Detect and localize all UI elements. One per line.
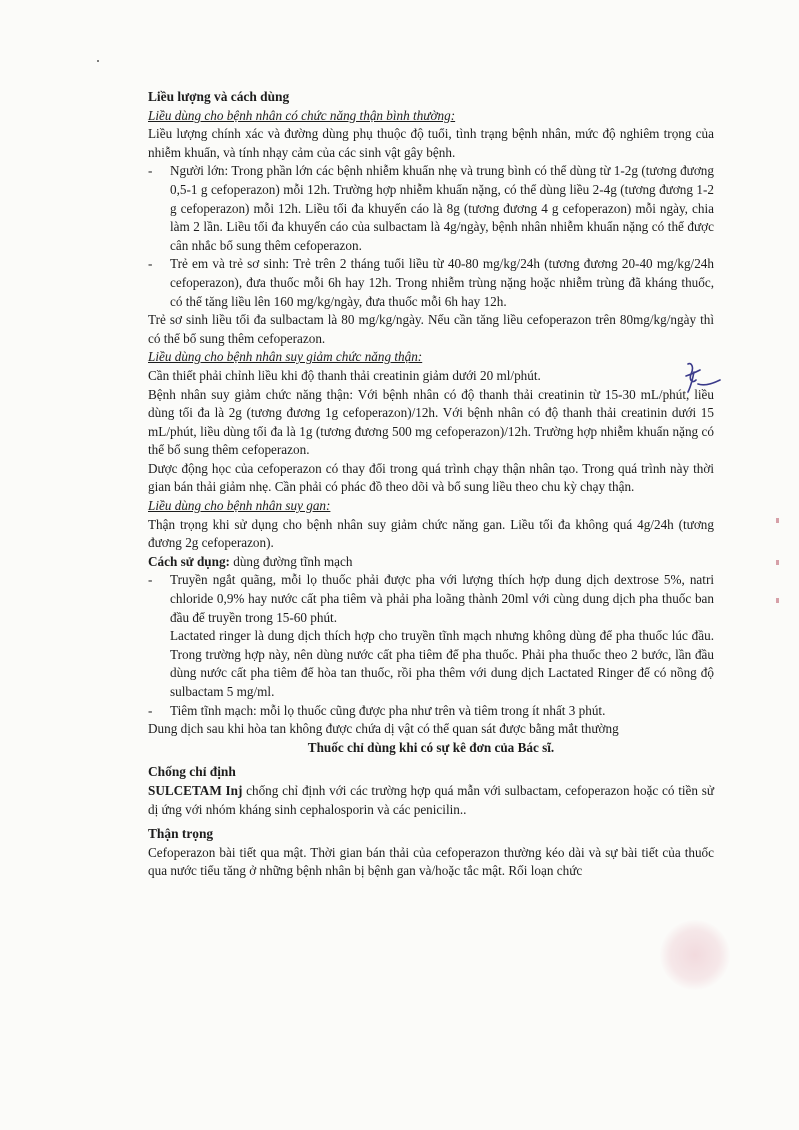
paragraph-intro: Liều lượng chính xác và đường dùng phụ thuộc độ tuổi, tình trạng bệnh nhân, mức độ nghiêm trọng của nhiễm khuẩn, và tính nhạy cảm của các sinh vật gây bệnh.: [148, 126, 714, 160]
subheading-renal: Liều dùng cho bệnh nhân suy giảm chức năng thận:: [148, 349, 423, 365]
paragraph-ringer: Lactated ringer là dung dịch thích hợp cho truyền tĩnh mạch nhưng không dùng để pha thuốc lúc đầu. Trong trường hợp này, nên dùng nước cất pha tiêm để pha thuốc. Phải pha thuốc theo 2 bước, lần đầu dùng nước cất pha tiêm để hòa tan thuốc, rồi pha thêm với dung dịch Lactated Ringer để có nồng độ sulbactam 5 mg/ml.: [170, 628, 714, 699]
bullet-infusion: [148, 571, 714, 627]
prescription-notice: Thuốc chỉ dùng khi có sự kê đơn của Bác sĩ.: [307, 739, 555, 755]
bullet-dash: -: [148, 702, 153, 718]
bullet-adult: [148, 162, 714, 255]
signature-mark: [680, 358, 724, 398]
paragraph-newborn: Trẻ sơ sinh liều tối đa sulbactam là 80 mg/kg/ngày. Nếu cần tăng liều cefoperazon trên 80mg/kg/ngày thì có thể bổ sung thêm cefoperazon.: [148, 312, 714, 346]
subheading-liver: Liều dùng cho bệnh nhân suy gan:: [148, 498, 331, 514]
brand-name: SULCETAM Inj: [148, 782, 243, 798]
bullet-dash: -: [148, 163, 153, 179]
contra-text: chống chỉ định với các trường hợp quá mẫn với sulbactam, cefoperazon hoặc có tiền sử dị ứng với nhóm kháng sinh cephalosporin và các penicilin..: [148, 782, 714, 817]
paragraph-liver: Thận trọng khi sử dụng cho bệnh nhân suy giảm chức năng gan. Liều tối đa không quá 4g/24h (tương đương 2g cefoperazon).: [148, 516, 714, 551]
bullet-adult-text: Người lớn: Trong phần lớn các bệnh nhiễm khuẩn nhẹ và trung bình có thể dùng từ 1-2g (tương đương 0,5-1 g cefoperazon) mỗi 12h. Trường hợp nhiễm khuẩn nặng, có thể dùng liều 2-4g (tương đương 1-2 g cefoperazon) mỗi 12h. Liều tối đa khuyến cáo là 8g (tương đương 4 g cefoperazon) mỗi ngày, chia làm 2 lần. Liều tối đa khuyến cáo của sulbactam là 4g/ngày, bệnh nhân nhiễm khuẩn nặng có thể được cân nhắc bổ sung thêm cefoperazon.: [170, 163, 714, 253]
bullet-injection-text: Tiêm tĩnh mạch: mỗi lọ thuốc cũng được pha như trên và tiêm trong ít nhất 3 phút.: [170, 702, 606, 718]
paragraph-usage: [148, 553, 714, 572]
subheading-normal-kidney: Liều dùng cho bệnh nhân có chức năng thận bình thường:: [148, 107, 456, 123]
edge-mark: [776, 598, 779, 603]
paragraph-solution: Dung dịch sau khi hòa tan không được chứa dị vật có thể quan sát được bằng mắt thường: [148, 721, 619, 737]
usage-label: Cách sử dụng:: [148, 553, 230, 569]
bullet-dash: -: [148, 572, 153, 588]
paragraph-renal-3: Dược động học của cefoperazon có thay đổi trong quá trình chạy thận nhân tạo. Trong quá trình này thời gian bán thải giảm nhẹ. Cần phải có phác đồ theo dõi và bổ sung liều theo chu kỳ chạy thận.: [148, 460, 714, 495]
section-title-dosage: Liều lượng và cách dùng: [148, 89, 290, 104]
speck: [97, 60, 99, 62]
section-title-caution: Thận trọng: [148, 826, 214, 842]
section-title-contraindications: Chống chỉ định: [148, 764, 236, 780]
paragraph-contraindications: [148, 782, 714, 819]
bullet-infusion-text: Truyền ngắt quãng, mỗi lọ thuốc phải được pha với lượng thích hợp dung dịch dextrose 5%, natri chloride 0,9% hay nước cất pha tiêm và phải pha loãng thành 20ml với cùng dung dịch pha thuốc ban đầu để truyền trong 15-60 phút.: [170, 572, 714, 625]
usage-text: dùng đường tĩnh mạch: [229, 553, 353, 569]
edge-mark: [776, 560, 779, 565]
bullet-injection: [148, 702, 714, 721]
bullet-dash: -: [148, 256, 153, 272]
paragraph-renal-2: Bệnh nhân suy giảm chức năng thận: Với bệnh nhân có độ thanh thải creatinin từ 15-30 mL/phút, liều dùng tối đa là 2g (tương đương 1g cefoperazon)/12h. Với bệnh nhân có độ thanh thải creatinin dưới 15 mL/phút, liều dùng tối đa là 1g (tương đương 500 mg cefoperazon)/12h. Trường hợp nhiễm khuẩn nặng có thể bổ sung thêm cefoperazon.: [148, 386, 714, 458]
document-page: [148, 88, 714, 881]
paragraph-renal-1: Cần thiết phải chỉnh liều khi độ thanh thải creatinin giảm dưới 20 ml/phút.: [148, 367, 541, 383]
paragraph-caution: Cefoperazon bài tiết qua mật. Thời gian bán thải của cefoperazon thường kéo dài và sự bài tiết của thuốc qua nước tiểu tăng ở những bệnh nhân bị bệnh gan và/hoặc tắc mật. Rối loạn chức: [148, 844, 714, 879]
bullet-child-text: Trẻ em và trẻ sơ sinh: Trẻ trên 2 tháng tuổi liều từ 40-80 mg/kg/24h (tương đương 20-40 mg/kg/24h cefoperazon), đưa thuốc mỗi 6h hay 12h. Trong nhiễm trùng nặng hoặc nhiễm trùng đã kháng thuốc, có thể tăng liều lên 160 mg/kg/ngày, đưa thuốc mỗi 6h hay 12h.: [170, 256, 714, 309]
bullet-child: [148, 255, 714, 311]
edge-mark: [776, 518, 779, 523]
stamp-mark: [660, 920, 730, 990]
